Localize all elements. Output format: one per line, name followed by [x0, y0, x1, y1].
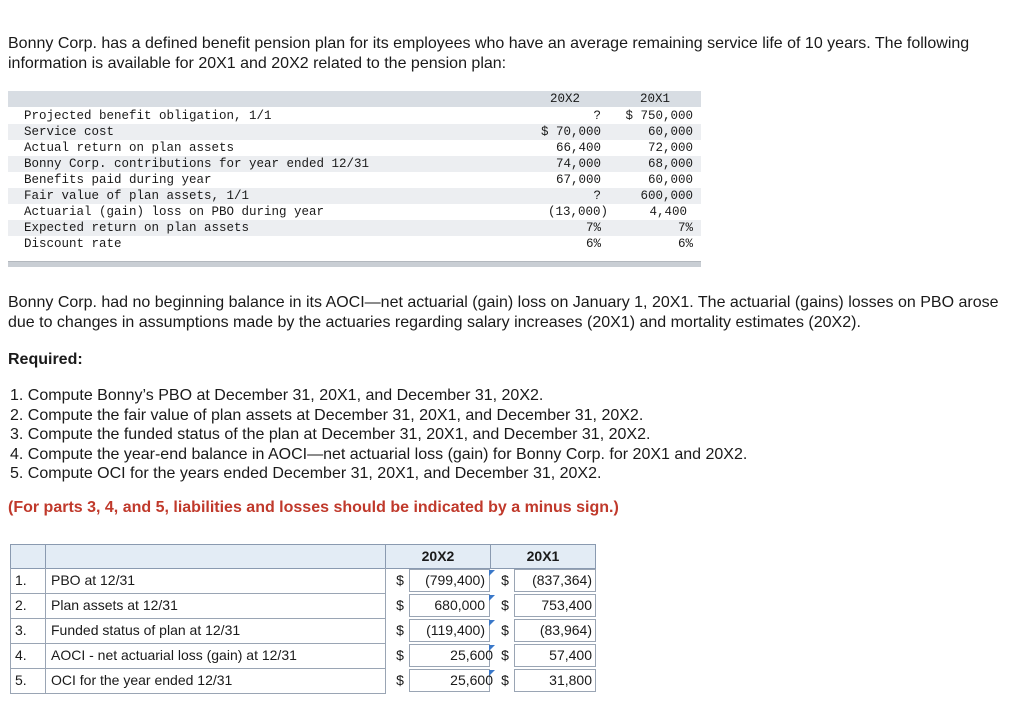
row-number: 2. [15, 597, 27, 613]
plan-assets-20x1-value: 753,400 [541, 597, 592, 613]
row-number: 5. [15, 672, 27, 688]
row-value-20x2: 67,000 [555, 173, 601, 187]
answer-marker-icon [489, 570, 495, 576]
row-value-20x2: 7% [585, 221, 601, 235]
question-item: 4. Compute the year-end balance in AOCI—net actuarial loss (gain) for Bonny Corp. for 20X1 and 20X2. [10, 445, 748, 463]
row-label: Discount rate [24, 237, 122, 251]
header-blank-num [10, 544, 46, 569]
funded-status-20x1-value: (83,964) [539, 622, 592, 638]
grid-line [385, 568, 386, 694]
required-heading: Required: [8, 351, 83, 368]
row-label: Benefits paid during year [24, 173, 212, 187]
data-row-fair-value [8, 188, 701, 204]
data-row-actual-return [8, 140, 701, 156]
plan-assets-20x2-value: 680,000 [434, 597, 485, 613]
answer-table [10, 544, 596, 694]
row-label: Actuarial (gain) loss on PBO during year [24, 205, 325, 219]
dollar-sign: $ [501, 647, 509, 663]
row-label: Bonny Corp. contributions for year ended 12/31 [24, 157, 370, 171]
data-row-benefits-paid [8, 172, 701, 188]
row-label: Fair value of plan assets, 1/1 [24, 189, 250, 203]
row-value-20x2: $ 70,000 [540, 125, 601, 139]
row-value-20x1: 7% [677, 221, 693, 235]
row-number: 1. [15, 572, 27, 588]
row-label: Funded status of plan at 12/31 [51, 622, 241, 638]
dollar-sign: $ [396, 622, 404, 638]
row-label: PBO at 12/31 [51, 572, 136, 588]
row-number: 3. [15, 622, 27, 638]
row-value-20x1: 72,000 [647, 141, 693, 155]
row-label: Actual return on plan assets [24, 141, 235, 155]
oci-20x1-value: 31,800 [549, 672, 592, 688]
dollar-sign: $ [501, 572, 509, 588]
dollar-sign: $ [501, 672, 509, 688]
intro-paragraph: Bonny Corp. has a defined benefit pension plan for its employees who have an average remaining service life of 10 years. The following information is available for 20X1 and 20X2 related to the pension plan: [8, 35, 970, 72]
dollar-sign: $ [396, 647, 404, 663]
dollar-sign: $ [501, 597, 509, 613]
row-value-20x2: 66,400 [555, 141, 601, 155]
row-value-20x1: 600,000 [640, 189, 693, 203]
data-row-service-cost [8, 124, 701, 140]
dollar-sign: $ [501, 622, 509, 638]
sign-instruction-note: (For parts 3, 4, and 5, liabilities and losses should be indicated by a minus sign.) [8, 499, 619, 516]
header-20x1: 20X1 [640, 92, 671, 106]
row-value-20x2: ? [593, 109, 601, 123]
data-row-discount-rate [8, 236, 701, 252]
oci-20x2-value: 25,600 [450, 672, 493, 688]
question-item: 2. Compute the fair value of plan assets at December 31, 20X1, and December 31, 20X2. [10, 406, 644, 424]
question-item: 5. Compute OCI for the years ended December 31, 20X1, and December 31, 20X2. [10, 465, 602, 482]
pbo-20x1-value: (837,364) [532, 572, 592, 588]
dollar-sign: $ [396, 572, 404, 588]
question-item: 3. Compute the funded status of the plan at December 31, 20X1, and December 31, 20X2. [10, 426, 651, 443]
row-number: 4. [15, 647, 27, 663]
table-footer-band [8, 261, 701, 267]
row-label: Service cost [24, 125, 115, 139]
aoci-20x2-value: 25,600 [450, 647, 493, 663]
row-value-20x2: ? [593, 189, 601, 203]
grid-line [45, 568, 46, 694]
row-value-20x1: 4,400 [649, 205, 687, 219]
row-value-20x2: 74,000 [555, 157, 601, 171]
data-row-pbo [8, 108, 701, 124]
row-label: Plan assets at 12/31 [51, 597, 178, 613]
question-item: 1. Compute Bonny’s PBO at December 31, 20X1, and December 31, 20X2. [10, 387, 544, 404]
data-row-actuarial-loss [8, 204, 701, 220]
table-header-band [8, 91, 701, 107]
data-row-expected-return [8, 220, 701, 236]
data-row-contributions [8, 156, 701, 172]
aoci-paragraph: Bonny Corp. had no beginning balance in its AOCI—net actuarial (gain) loss on January 1, 20X1. The actuarial (gains) losses on PBO arose due to changes in assumptions made by the actuaries regarding salary increases (20X1) and mortality estimates (20X2). [8, 294, 999, 331]
row-value-20x1: 6% [677, 237, 693, 251]
grid-line [10, 693, 385, 694]
row-value-20x2: 6% [585, 237, 601, 251]
header-20x2: 20X2 [550, 92, 581, 106]
grid-line [10, 568, 11, 694]
answer-marker-icon [489, 595, 495, 601]
answer-header-20x1: 20X1 [490, 544, 596, 569]
header-blank-label [45, 544, 386, 569]
row-label: Projected benefit obligation, 1/1 [24, 109, 272, 123]
row-value-20x1: 60,000 [647, 125, 693, 139]
questions-list [10, 386, 747, 484]
row-label: AOCI - net actuarial loss (gain) at 12/31 [51, 647, 297, 663]
row-value-20x1: 68,000 [647, 157, 693, 171]
row-value-20x1: 60,000 [647, 173, 693, 187]
row-label: OCI for the year ended 12/31 [51, 672, 233, 688]
dollar-sign: $ [396, 597, 404, 613]
row-value-20x1: $ 750,000 [625, 109, 693, 123]
answer-marker-icon [489, 620, 495, 626]
pension-data-table [8, 91, 701, 267]
row-label: Expected return on plan assets [24, 221, 250, 235]
funded-status-20x2-value: (119,400) [426, 622, 485, 638]
pbo-20x2-value: (799,400) [425, 572, 485, 588]
dollar-sign: $ [396, 672, 404, 688]
aoci-20x1-value: 57,400 [549, 647, 592, 663]
answer-header-20x2: 20X2 [385, 544, 491, 569]
row-value-20x2: (13,000) [547, 205, 608, 219]
